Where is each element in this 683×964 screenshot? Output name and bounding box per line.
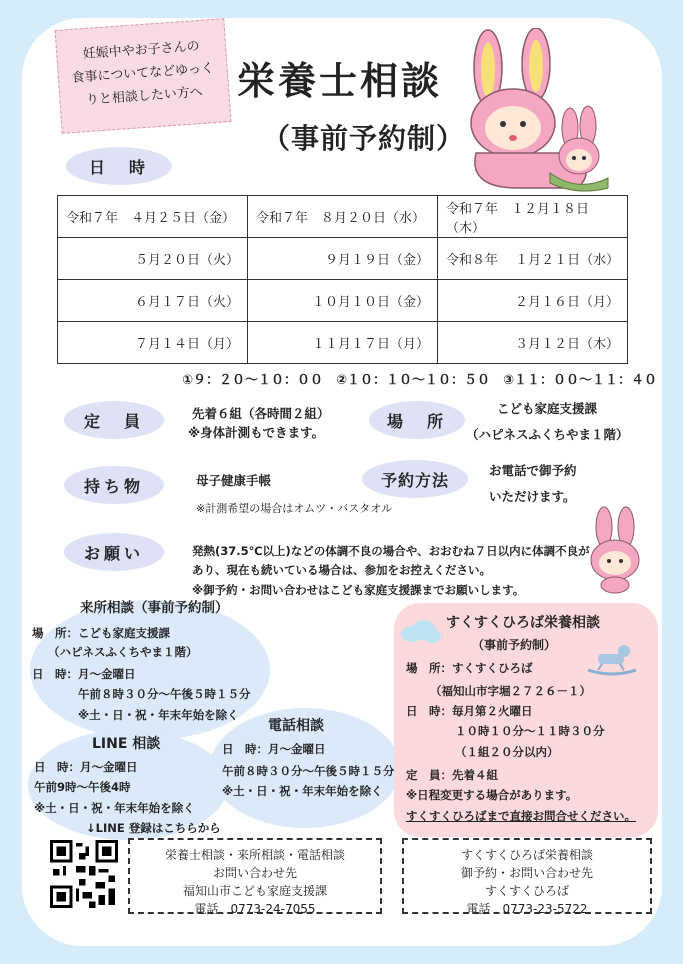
request-line: あり、現在も続いている場合は、参加をお控えください。 (192, 563, 491, 577)
date-cell: 令和８年 １月２１日（水） (438, 238, 628, 280)
visit-line: （ハピネスふくちやま１階） (48, 645, 198, 659)
contact-phone: 電話 0773-24-7055 (194, 902, 316, 916)
date-cell: ２月１６日（月） (438, 280, 628, 322)
date-cell: ７月１４日（月） (58, 322, 248, 364)
table-row (58, 196, 628, 238)
sukusuku-line: （福知山市字堀２７２６－１） (430, 684, 591, 698)
visit-line: 日 時：月～金曜日 (32, 667, 136, 681)
visit-line: 午前８時３０分～午後５時１５分 (78, 687, 251, 701)
sukusuku-line: ※日程変更する場合があります。 (406, 788, 578, 802)
schedule-label: 日 時 (66, 147, 172, 185)
line-register-link[interactable]: ↓LINE 登録はこちらから (86, 821, 221, 835)
note-line: 妊娠中やお子さんの (82, 38, 201, 63)
date-cell: ６月１７日（火） (58, 280, 248, 322)
belongings-label: 持ち物 (64, 466, 164, 504)
page-title: 栄養士相談 (237, 59, 443, 103)
time-slots: ①９：２０～１０：００ ②１０：１０～１０：５０ ③１１：００～１１：４０ (182, 373, 658, 388)
sticky-note (55, 18, 232, 134)
place-label: 場 所 (369, 401, 465, 439)
contact-box-sukusuku (402, 838, 652, 914)
capacity-note: ※身体計測もできます。 (188, 425, 325, 440)
reservation-text: お電話で御予約 (489, 463, 577, 478)
phone-line: 午前８時３０分～午後５時１５分 (222, 764, 395, 778)
sukusuku-line: すくすくひろばまで直接お問合せください。 (406, 809, 636, 823)
contact-box-nutrition (128, 838, 382, 914)
date-cell: 令和７年 ８月２０日（水） (248, 196, 438, 238)
reservation-label: 予約方法 (362, 460, 468, 498)
cloud-icon (398, 618, 442, 644)
line-title: LINE 相談 (92, 736, 161, 752)
visit-line: ※土・日・祝・年末年始を除く (78, 708, 239, 722)
contact-line: 御予約・お問い合わせ先 (460, 866, 593, 880)
contact-line: 栄養士相談・来所相談・電話相談 (164, 848, 345, 862)
date-cell: １０月１０日（金） (248, 280, 438, 322)
place-detail: （ハピネスふくちやま１階） (466, 427, 629, 442)
table-row (58, 238, 628, 280)
contact-line: すくすくひろば (484, 884, 569, 898)
request-label: お願い (64, 533, 164, 571)
phone-title: 電話相談 (268, 718, 324, 734)
sukusuku-line: 定 員：先着４組 (406, 768, 498, 782)
sukusuku-line: 場 所：すくすくひろば (406, 661, 533, 675)
table-row (58, 280, 628, 322)
reservation-text-2: いただけます。 (489, 489, 576, 504)
phone-line: ※土・日・祝・年末年始を除く (222, 784, 383, 798)
date-cell: 令和７年 ４月２５日（金） (58, 196, 248, 238)
date-cell: ３月１２日（木） (438, 322, 628, 364)
line-qr-code[interactable] (50, 840, 118, 908)
sukusuku-line: （１組２０分以内） (455, 745, 559, 759)
schedule-table (57, 195, 628, 364)
line-line: ※土・日・祝・年末年始を除く (34, 801, 195, 815)
contact-line: お問い合わせ先 (212, 866, 297, 880)
contact-line: すくすくひろば栄養相談 (460, 848, 593, 862)
belongings-note: ※計測希望の場合はオムツ・バスタオル (196, 502, 393, 515)
visit-title: 来所相談（事前予約制） (80, 600, 229, 616)
sukusuku-line: 日 時：毎月第２火曜日 (406, 704, 533, 718)
bunny-small-illustration (586, 505, 644, 595)
place-text: こども家庭支援課 (497, 401, 598, 416)
date-cell: 令和７年 １２月１８日（木） (438, 196, 628, 238)
capacity-label: 定 員 (64, 401, 164, 439)
phone-line: 日 時：月～金曜日 (222, 742, 326, 756)
date-cell: ９月１９日（金） (248, 238, 438, 280)
sukusuku-title: すくすくひろば栄養相談 (446, 615, 600, 631)
sukusuku-line: １０時１０分～１１時３０分 (455, 724, 605, 738)
note-line: りと相談したい方へ (85, 84, 204, 109)
date-cell: １１月１７日（月） (248, 322, 438, 364)
table-row (58, 322, 628, 364)
page-subtitle: （事前予約制） (262, 122, 466, 155)
capacity-text: 先着６組（各時間２組） (192, 406, 330, 421)
rocking-horse-icon (584, 642, 640, 676)
request-line: 発熱(37.5℃以上)などの体調不良の場合や、おおむね７日以内に体調不良が (192, 544, 590, 558)
date-cell: ５月２０日（火） (58, 238, 248, 280)
line-line: 日 時：月～金曜日 (34, 760, 138, 774)
request-line: ※御予約・お問い合わせはこども家庭支援課までお願いします。 (192, 583, 525, 597)
note-line: 食事についてなどゆっく (71, 61, 215, 86)
bunny-mother-illustration (458, 28, 628, 193)
line-line: 午前9時～午後4時 (34, 780, 131, 794)
sukusuku-subtitle: （事前予約制） (472, 638, 557, 652)
visit-line: 場 所：こども家庭支援課 (32, 626, 170, 640)
belongings-text: 母子健康手帳 (196, 473, 272, 488)
contact-line: 福知山市こども家庭支援課 (182, 884, 327, 898)
contact-phone: 電話 0773-23-5722 (466, 902, 588, 916)
